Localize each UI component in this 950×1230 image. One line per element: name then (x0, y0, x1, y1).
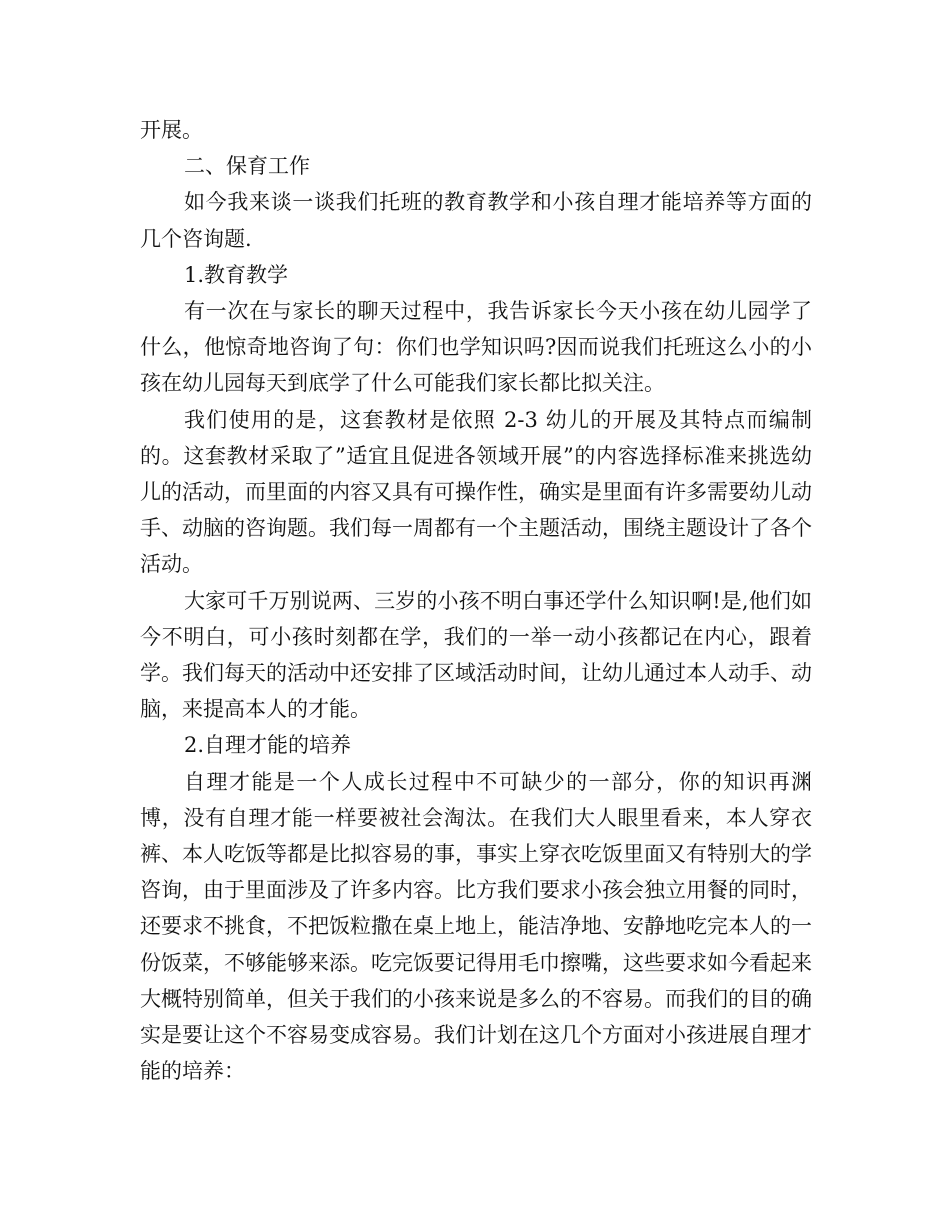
paragraph-intro: 如今我来谈一谈我们托班的教育教学和小孩自理才能培养等方面的几个咨询题. (140, 190, 812, 251)
section-heading-care-work: 二、保育工作 (184, 154, 310, 179)
paragraph-self-care: 自理才能是一个人成长过程中不可缺少的一部分，你的知识再渊博，没有自理才能一样要被社会淘汰。在我们大人眼里看来，本人穿衣裤、本人吃饭等都是比拟容易的事，事实上穿衣吃饭里面又有特别大的学咨询，由于里面涉及了许多内容。比方我们要求小孩会独立用餐的同时，还要求不挑食，不把饭粒撒在桌上地上，能洁净地、安静地吃完本人的一份饭菜，不够能够来添。吃完饭要记得用毛巾擦嘴，这些要求如今看起来大概特别简单，但关于我们的小孩来说是多么的不容易。而我们的目的确实是要让这个不容易变成容易。我们计划在这几个方面对小孩进展自理才能的培养： (140, 769, 812, 1084)
paragraph-children-learning: 大家可千万别说两、三岁的小孩不明白事还学什么知识啊!是,他们如今不明白，可小孩时刻都在学，我们的一举一动小孩都记在内心，跟着学。我们每天的活动中还安排了区域活动时间，让幼儿通过本人动手、动脑，来提高本人的才能。 (140, 588, 812, 722)
subheading-self-care: 2.自理才能的培养 (184, 733, 352, 758)
document-body (140, 112, 812, 1089)
subheading-education: 1.教育教学 (184, 262, 289, 287)
paragraph-parent-chat: 有一次在与家长的聊天过程中，我告诉家长今天小孩在幼儿园学了什么，他惊奇地咨询了句：你们也学知识吗?因而说我们托班这么小的小孩在幼儿园每天到底学了什么可能我们家长都比拟关注。 (140, 299, 812, 396)
paragraph-textbook: 我们使用的是，这套教材是依照 2-3 幼儿的开展及其特点而编制的。这套教材采取了”适宜且促进各领域开展”的内容选择标准来挑选幼儿的活动，而里面的内容又具有可操作性，确实是里面有许多需要幼儿动手、动脑的咨询题。我们每一周都有一个主题活动，围绕主题设计了各个活动。 (140, 407, 812, 577)
paragraph-continuation: 开展。 (140, 118, 203, 142)
